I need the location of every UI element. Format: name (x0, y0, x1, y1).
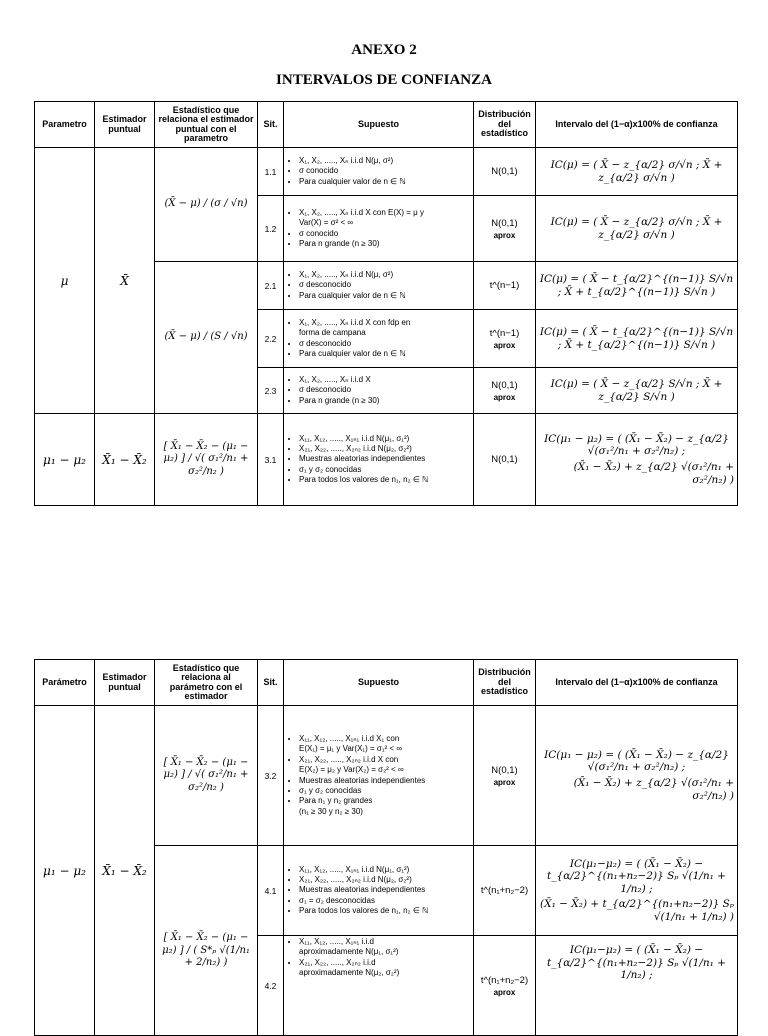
assumption-item: • σ₁ = σ₂ desconocidas (299, 896, 470, 906)
assumption-item: E(X₁) = μ₁ y Var(X₁) = σ₁² < ∞ (299, 744, 403, 754)
header-supuesto: Supuesto (284, 660, 474, 706)
distribution-cell (474, 414, 536, 506)
assumption-item: aproximadamente N(μ₁, σ₁²) (299, 947, 399, 957)
supuesto-cell (284, 148, 474, 196)
statistic-t: (X̄ − μ) / (S / √n) (155, 262, 258, 414)
sit-number: 2.1 (258, 262, 284, 310)
header-estimador: Estimador puntual (95, 102, 155, 148)
interval-line-1: IC(μ₁−μ₂) = ( (X̄₁ − X̄₂) − t_{α/2}^{(n₁+n₂−2)} Sₚ √(1/n₁ + 1/n₂) ; (547, 857, 726, 895)
assumption-item: (n₁ ≥ 30 y n₂ ≥ 30) (299, 806, 363, 816)
page-title: INTERVALOS DE CONFIANZA (276, 72, 492, 88)
param-mu-diff: μ₁ − μ₂ (35, 706, 95, 1036)
header-parametro: Parámetro (35, 660, 95, 706)
param-mu-diff: μ₁ − μ₂ (35, 414, 95, 506)
sit-number: 2.2 (258, 310, 284, 368)
sit-number: 3.2 (258, 706, 284, 846)
assumption-item: • Para todos los valores de n₁, n₂ ∈ ℕ (299, 475, 470, 485)
supuesto-cell (284, 846, 474, 936)
distribution: t^(n₁+n₂−2) (480, 885, 529, 896)
interval-line-1: IC(μ₁ − μ₂) = ( (X̄₁ − X̄₂) − z_{α/2} √(σ₁²/n₁ + σ₂²/n₂) ; (544, 748, 729, 774)
assumption-item: • X₁₁, X₁₂, ....., X₁ₙ₁ i.i.d N(μ₁, σ₁²) (299, 865, 470, 875)
assumption-item: • σ conocido (299, 166, 470, 176)
header-intervalo: Intervalo del (1−α)x100% de confianza (536, 660, 738, 706)
estimator-xbar-diff: X̄₁ − X̄₂ (95, 706, 155, 1036)
assumption-item: • X₂₁, X₂₂, ....., X₂ₙ₂ i.i.d X con (299, 755, 470, 765)
assumption-item: Var(X) = σ² < ∞ (299, 218, 354, 228)
distribution-cell (474, 936, 536, 1036)
distribution-aprox: aprox (493, 392, 516, 402)
assumption-item: • X₁, X₂, ....., Xₙ i.i.d N(μ, σ²) (299, 156, 470, 166)
distribution-aprox: aprox (493, 777, 516, 787)
distribution: t^(n−1) (489, 327, 520, 339)
assumption-item: • Para cualquier valor de n ∈ ℕ (299, 349, 470, 359)
header-intervalo: Intervalo del (1−α)x100% de confianza (536, 102, 738, 148)
header-distribucion: Distribución del estadístico (474, 102, 536, 148)
assumption-item: • X₁₁, X₁₂, ....., X₁ₙ₁ i.i.d (299, 937, 470, 947)
assumption-item: • Para n grande (n ≥ 30) (299, 396, 470, 406)
header-parametro: Parametro (35, 102, 95, 148)
distribution-aprox: aprox (493, 230, 516, 240)
interval-formula: IC(μ) = ( X̄ − t_{α/2}^{(n−1)} S/√n ; X̄ + t_{α/2}^{(n−1)} S/√n ) (536, 262, 738, 310)
assumption-item: • Para todos los valores de n₁, n₂ ∈ ℕ (299, 906, 470, 916)
distribution-cell (474, 706, 536, 846)
distribution-aprox: aprox (493, 340, 516, 350)
header-distribucion: Distribución del estadístico (474, 660, 536, 706)
interval-formula (536, 414, 738, 506)
header-supuesto: Supuesto (284, 102, 474, 148)
interval-formula (536, 706, 738, 846)
interval-line-1: IC(μ₁ − μ₂) = ( (X̄₁ − X̄₂) − z_{α/2} √(σ₁²/n₁ + σ₂²/n₂) ; (544, 432, 729, 458)
distribution: N(0,1) (491, 217, 518, 229)
sit-number: 3.1 (258, 414, 284, 506)
distribution: N(0,1) (491, 379, 518, 391)
supuesto-cell (284, 310, 474, 368)
assumption-item: • X₂₁, X₂₂, ....., X₂ₙ₂ i.i.d N(μ₂, σ₂²) (299, 444, 470, 454)
supuesto-cell (284, 936, 474, 1036)
assumption-item: • Muestras aleatorias independientes (299, 776, 470, 786)
assumption-item: • σ desconocido (299, 339, 470, 349)
statistic-z: (X̄ − μ) / (σ / √n) (155, 148, 258, 262)
distribution-aprox: aprox (493, 987, 516, 997)
assumption-item: • Para cualquier valor de n ∈ ℕ (299, 291, 470, 301)
distribution-cell (474, 310, 536, 368)
estimator-xbar-diff: X̄₁ − X̄₂ (95, 414, 155, 506)
assumption-item: • Para n₁ y n₂ grandes (299, 796, 470, 806)
assumption-item: • X₁, X₂, ....., Xₙ i.i.d X (299, 375, 470, 385)
distribution: t^(n₁+n₂−2) (480, 974, 529, 986)
distribution-cell (474, 368, 536, 414)
interval-formula (536, 846, 738, 936)
assumption-item: • σ conocido (299, 229, 470, 239)
annex-heading: ANEXO 2 (351, 42, 417, 58)
assumption-item: E(X₂) = μ₂ y Var(X₂) = σ₂² < ∞ (299, 765, 404, 775)
statistic-z-diff: [ X̄₁ − X̄₂ − (μ₁ − μ₂) ] / √( σ₁²/n₁ + σ₂²/n₂ ) (155, 414, 258, 506)
confidence-table-2 (34, 659, 738, 1036)
assumption-item: • σ₁ y σ₂ conocidas (299, 465, 470, 475)
assumption-item: forma de campana (299, 328, 366, 338)
sit-number: 2.3 (258, 368, 284, 414)
distribution: N(0,1) (491, 166, 518, 177)
assumption-item: • σ desconocido (299, 385, 470, 395)
statistic-z-diff: [ X̄₁ − X̄₂ − (μ₁ − μ₂) ] / √( σ₁²/n₁ + σ₂²/n₂ ) (155, 706, 258, 846)
interval-formula: IC(μ₁−μ₂) = ( (X̄₁ − X̄₂) − t_{α/2}^{(n₁+n₂−2)} Sₚ √(1/n₁ + 1/n₂) ; (536, 936, 738, 1036)
sit-number: 4.2 (258, 936, 284, 1036)
supuesto-cell (284, 196, 474, 262)
assumption-item: • Para cualquier valor de n ∈ ℕ (299, 177, 470, 187)
header-estimador: Estimador puntual (95, 660, 155, 706)
assumption-item: • X₁, X₂, ....., Xₙ i.i.d X con E(X) = μ y (299, 208, 470, 218)
distribution: N(0,1) (491, 764, 518, 776)
supuesto-cell (284, 368, 474, 414)
assumption-item: aproximadamente N(μ₂, σ₂²) (299, 968, 400, 978)
header-sit: Sit. (258, 102, 284, 148)
interval-formula: IC(μ) = ( X̄ − z_{α/2} σ/√n ; X̄ + z_{α/2} σ/√n ) (536, 148, 738, 196)
header-estadistico: Estadístico que relaciona el estimador puntual con el parametro (155, 102, 258, 148)
distribution-cell (474, 846, 536, 936)
supuesto-cell (284, 414, 474, 506)
distribution-cell (474, 148, 536, 196)
sit-number: 4.1 (258, 846, 284, 936)
distribution-cell (474, 262, 536, 310)
interval-formula: IC(μ) = ( X̄ − z_{α/2} S/√n ; X̄ + z_{α/2} S/√n ) (536, 368, 738, 414)
confidence-table-1 (34, 101, 738, 506)
distribution: t^(n−1) (489, 280, 520, 291)
assumption-item: • X₁₁, X₁₂, ....., X₁ₙ₁ i.i.d X₁ con (299, 734, 470, 744)
interval-formula: IC(μ) = ( X̄ − z_{α/2} σ/√n ; X̄ + z_{α/2} σ/√n ) (536, 196, 738, 262)
sit-number: 1.2 (258, 196, 284, 262)
interval-line-2: (X̄₁ − X̄₂) + z_{α/2} √(σ₁²/n₁ + σ₂²/n₂) ) (573, 461, 734, 486)
assumption-item: • Muestras aleatorias independientes (299, 454, 470, 464)
assumption-item: • Muestras aleatorias independientes (299, 885, 470, 895)
assumption-item: • X₁₁, X₁₂, ....., X₁ₙ₁ i.i.d N(μ₁, σ₁²) (299, 434, 470, 444)
statistic-t-diff: [ X̄₁ − X̄₂ − (μ₁ − μ₂) ] / ( S*ₚ √(1/n₁ + 2/n₂) ) (155, 846, 258, 1036)
param-mu: μ (35, 148, 95, 414)
supuesto-cell (284, 262, 474, 310)
distribution-cell (474, 196, 536, 262)
assumption-item: • X₁, X₂, ....., Xₙ i.i.d X con fdp en (299, 318, 470, 328)
supuesto-cell (284, 706, 474, 846)
assumption-item: • X₂₁, X₂₂, ....., X₂ₙ₂ i.i.d (299, 958, 470, 968)
interval-line-2: (X̄₁ − X̄₂) + t_{α/2}^{(n₁+n₂−2)} Sₚ √(1/n₁ + 1/n₂) ) (540, 898, 734, 923)
assumption-item: • Para n grande (n ≥ 30) (299, 239, 470, 249)
assumption-item: • σ desconocido (299, 280, 470, 290)
assumption-item: • σ₁ y σ₂ conocidas (299, 786, 470, 796)
sit-number: 1.1 (258, 148, 284, 196)
header-sit: Sit. (258, 660, 284, 706)
interval-formula: IC(μ) = ( X̄ − t_{α/2}^{(n−1)} S/√n ; X̄ + t_{α/2}^{(n−1)} S/√n ) (536, 310, 738, 368)
interval-line-2: (X̄₁ − X̄₂) + z_{α/2} √(σ₁²/n₁ + σ₂²/n₂) ) (573, 777, 734, 802)
assumption-item: • X₂₁, X₂₂, ....., X₂ₙ₂ i.i.d N(μ₂, σ₂²) (299, 875, 470, 885)
distribution: N(0,1) (491, 454, 518, 465)
estimator-xbar: X̄ (95, 148, 155, 414)
header-estadistico: Estadístico que relaciona al parámetro con el estimador (155, 660, 258, 706)
assumption-item: • X₁, X₂, ....., Xₙ i.i.d N(μ, σ²) (299, 270, 470, 280)
